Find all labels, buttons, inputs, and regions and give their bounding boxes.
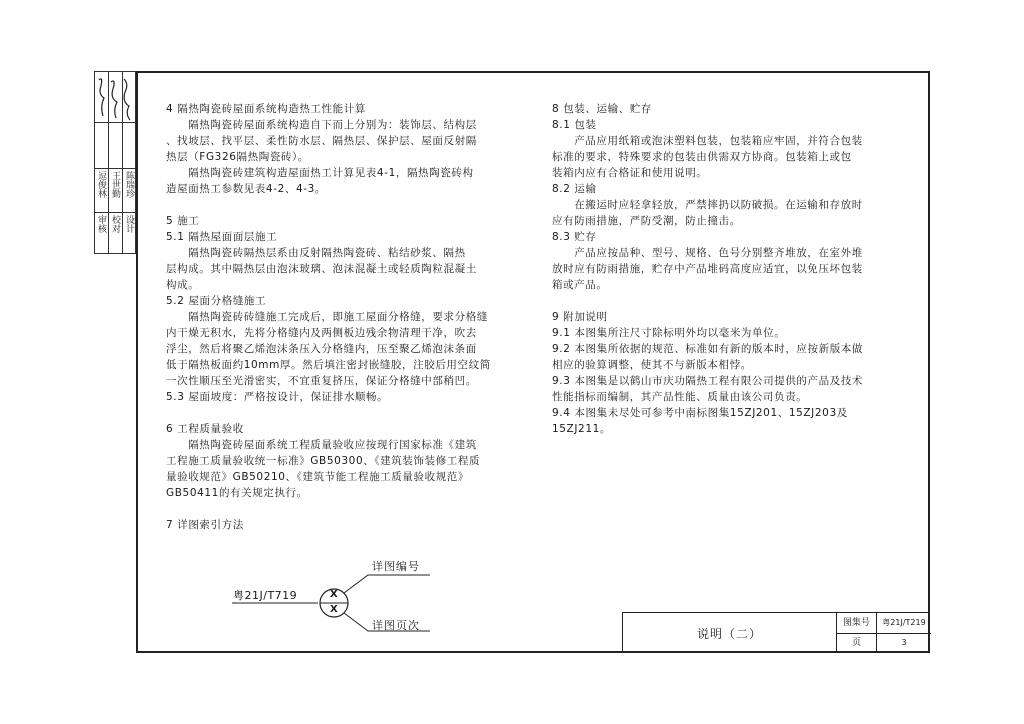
side-label-review: 审核 xyxy=(96,215,106,233)
blank-line xyxy=(166,405,546,421)
text-line: 放时应有防雨措施，贮存中产品堆码高度应适宜，以免压坏包装 xyxy=(552,263,863,275)
side-name-check: 王世勤 xyxy=(110,171,120,198)
text-line: 隔热陶瓷砖隔热层系由反射隔热陶瓷砖、粘结砂浆、隔热 xyxy=(166,247,466,259)
index-top-label: 详图编号 xyxy=(372,560,420,573)
side-name-review: 逗俊林 xyxy=(96,171,106,198)
atlas-value: 粤21J/T219 xyxy=(882,618,926,627)
text-line: 内干燥无积水，先将分格缝内及两侧板边残余物清理干净，吹去 xyxy=(166,327,477,339)
text-line: 隔热陶瓷砖建筑构造屋面热工计算见表4-1，隔热陶瓷砖构 xyxy=(166,167,474,179)
index-code: 粤21J/T719 xyxy=(233,589,298,602)
text-line: 量验收规范》GB50210、《建筑节能工程施工质量验收规范》 xyxy=(166,471,469,483)
text-line: 隔热陶瓷砖屋面系统工程质量验收应按现行国家标准《建筑 xyxy=(166,439,477,451)
text-line: 、找坡层、找平层、柔性防水层、隔热层、保护层、屋面反射隔 xyxy=(166,135,477,147)
atlas-label: 图集号 xyxy=(837,613,877,633)
text-line: 产品应按品种、型号、规格、色号分别整齐堆放，在室外堆 xyxy=(552,247,863,259)
text-line: 隔热陶瓷砖屋面系统构造自下而上分别为：装饰层、结构层 xyxy=(166,119,477,131)
text-line: 4 隔热陶瓷砖屋面系统构造热工性能计算 xyxy=(166,103,366,115)
signature-strip xyxy=(94,71,136,254)
side-name-design: 陈瑞珍 xyxy=(124,171,134,198)
index-bottom-letter: X xyxy=(330,604,338,615)
left-text-column xyxy=(166,101,546,533)
text-line: 应有防雨措施，严防受潮，防止撞击。 xyxy=(552,215,741,227)
handwritten-signatures xyxy=(95,74,135,122)
text-line: 浮尘，然后将聚乙烯泡沫条压入分格缝内，压至聚乙烯泡沫条面 xyxy=(166,343,477,355)
section-heading: 5 施工 xyxy=(166,215,200,227)
text-line: 5.2 屋面分格缝施工 xyxy=(166,295,267,307)
blank-line xyxy=(166,197,546,213)
text-line: 在搬运时应轻拿轻放，严禁摔扔以防破损。在运输和存放时 xyxy=(552,199,863,211)
text-line: 性能指标而编制，其产品性能、质量由该公司负责。 xyxy=(552,391,808,403)
text-line: 9.2 本图集所依据的规范、标准如有新的版本时，应按新版本做 xyxy=(552,343,864,355)
section-heading: 7 详图索引方法 xyxy=(166,519,244,531)
text-line: 8.1 包装 xyxy=(552,119,597,131)
text-line: 一次性顺压至光滑密实，不宜重复挤压，保证分格缝中部稍凹。 xyxy=(166,375,477,387)
section-heading: 8 包装、运输、贮存 xyxy=(552,103,653,115)
index-top-letter: X xyxy=(330,589,338,600)
text-line: 工程施工质量验收统一标准》GB50300、《建筑装饰装修工程质 xyxy=(166,455,481,467)
text-line: 9.4 本图集未尽处可参考中南标图集15ZJ201、15ZJ203及 xyxy=(552,407,848,419)
text-line: 15ZJ211。 xyxy=(552,423,611,435)
text-line: 箱或产品。 xyxy=(552,279,608,291)
index-bottom-label: 详图页次 xyxy=(372,619,420,632)
text-line: 9.1 本图集所注尺寸除标明外均以毫米为单位。 xyxy=(552,327,786,339)
text-line: 层构成。其中隔热层由泡沫玻璃、泡沫混凝土或轻质陶粒混凝土 xyxy=(166,263,477,275)
text-line: 构成。 xyxy=(166,279,200,291)
page-row xyxy=(837,633,931,653)
title-block-grid xyxy=(836,613,931,653)
section-heading: 9 附加说明 xyxy=(552,311,608,323)
page-value: 3 xyxy=(901,638,907,647)
page-label: 页 xyxy=(837,633,877,653)
text-line: GB50411的有关规定执行。 xyxy=(166,487,308,499)
text-line: 装箱内应有合格证和使用说明。 xyxy=(552,167,708,179)
text-line: 低于隔热板面约10mm厚。然后填注密封嵌缝胶，注胶后用空纹简 xyxy=(166,359,491,371)
atlas-row xyxy=(837,613,931,634)
text-line: 热层（FG326隔热陶瓷砖）。 xyxy=(166,151,309,163)
text-line: 5.3 屋面坡度：严格按设计，保证排水顺畅。 xyxy=(166,391,389,403)
text-line: 相应的验算调整，使其不与新版本相悖。 xyxy=(552,359,752,371)
blank-line xyxy=(552,293,922,309)
title-block xyxy=(622,612,930,653)
text-line: 隔热陶瓷砖砖缝施工完成后，即施工屋面分格缝，要求分格缝 xyxy=(166,311,488,323)
blank-line xyxy=(166,501,546,517)
right-text-column xyxy=(552,101,922,437)
text-line: 8.3 贮存 xyxy=(552,231,597,243)
side-label-design: 设计 xyxy=(124,215,134,233)
text-line: 9.3 本图集是以鹤山市庆功隔热工程有限公司提供的产品及技术 xyxy=(552,375,864,387)
text-line: 造屋面热工参数见表4-2、4-3。 xyxy=(166,183,326,195)
sheet-title: 说明（二） xyxy=(696,626,762,641)
text-line: 8.2 运输 xyxy=(552,183,597,195)
section-heading: 6 工程质量验收 xyxy=(166,423,244,435)
text-line: 产品应用纸箱或泡沫塑料包装，包装箱应牢固，并符合包装 xyxy=(552,135,863,147)
text-line: 5.1 隔热屋面面层施工 xyxy=(166,231,278,243)
side-label-check: 校对 xyxy=(110,215,120,233)
detail-index-diagram xyxy=(200,555,440,635)
text-line: 标准的要求，特殊要求的包装由供需双方协商。包装箱上或包 xyxy=(552,151,852,163)
